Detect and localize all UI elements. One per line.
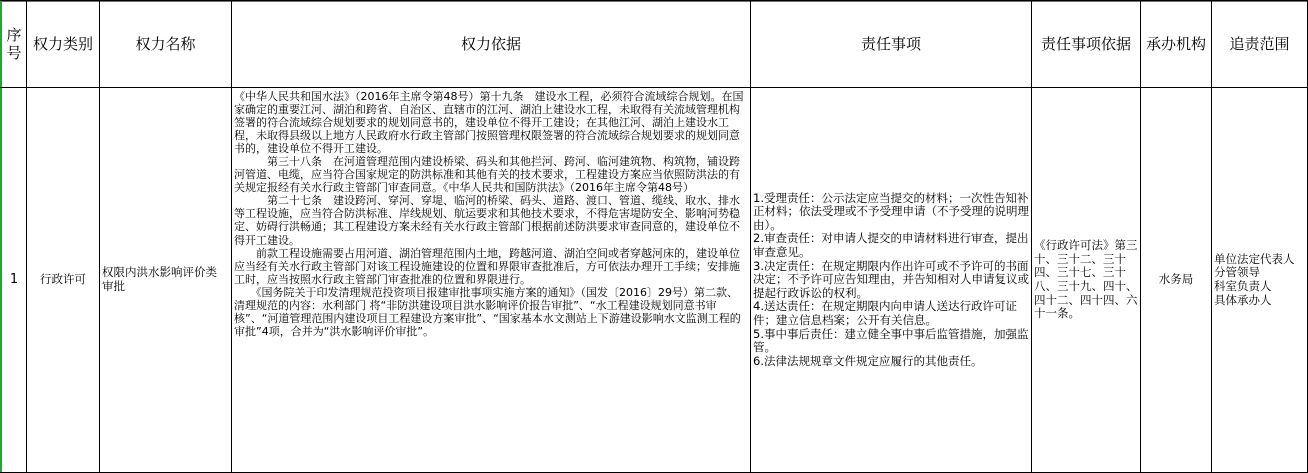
row-accountability bbox=[1214, 88, 1306, 472]
row-category: 行政许可 bbox=[40, 272, 86, 287]
duty-item: 1.受理责任：公示法定应当提交的材料；一次性告知补正材料；依法受理或不予受理申请（不予受理的说明理由）。 bbox=[753, 190, 1029, 232]
duty-list bbox=[753, 192, 1029, 369]
row-duty-basis bbox=[1034, 88, 1138, 472]
row-duty bbox=[753, 88, 1029, 472]
header-duty-basis: 责任事项依据 bbox=[1040, 35, 1131, 53]
duty-item: 6.法律法规规章文件规定应履行的其他责任。 bbox=[753, 353, 983, 368]
duty-item: 5.事中事后责任：建立健全事中事后监管措施，加强监管。 bbox=[753, 326, 1029, 355]
accountability-text: 单位法定代表人 分管领导 科室负责人 具体承办人 bbox=[1214, 251, 1295, 307]
row-seq: 1 bbox=[9, 272, 19, 288]
basis-paragraph: 《国务院关于印发清理规范投资项目报建审批事项实施方案的通知》（国发〔2016〕29号）第二款、清理规范的内容：水利部门 将“非防洪建设项目洪水影响评价报告审批”、“水工程建设规划同意书审核”、“河道管理范围内建设项目工程建设方案审批”、“国家基本水文测站上下游建设影响水文监测工程的审批”4项，合并为“洪水影响评价审批”。 bbox=[234, 285, 741, 338]
row-name-text: 权限内洪水影响评价类审批 bbox=[102, 265, 217, 293]
basis-paragraph: 《中华人民共和国水法》（2016年主席令第48号）第十九条 建设水工程，必须符合流域综合规划。在国家确定的重要江河、湖泊和跨省、自治区、直辖市的江河、湖泊上建设水工程，未取得有关流域管理机构签署的符合流域综合规划要求的规划同意书的，建设单位不得开工建设；在其他江河、湖泊上建设水工程，未取得县级以上地方人民政府水行政主管部门按照管理权限签署的符合流域综合规划要求的规划同意书的，建设单位不得开工建设。 bbox=[234, 90, 744, 156]
row-org: 水务局 bbox=[1158, 272, 1194, 287]
header-category: 权力类别 bbox=[32, 35, 93, 53]
duty-item: 4.送达责任：在规定期限内向申请人送达行政许可证件；建立信息档案；公开有关信息。 bbox=[753, 299, 1017, 327]
header-seq: 序 号 bbox=[6, 26, 22, 62]
duty-item: 3.决定责任：在规定期限内作出许可或不予许可的书面决定；不予许可应告知理由，并告知相对人申请复议或提起行政诉讼的权利。 bbox=[753, 258, 1029, 300]
duty-item: 2.审查责任：对申请人提交的申请材料进行审查，提出审查意见。 bbox=[753, 231, 1029, 260]
header-name: 权力名称 bbox=[135, 35, 196, 53]
duty-basis-text: 《行政许可法》第三十、三十二、三十四、三十七、三十八、三十九、四十、四十二、四十四、六十一条。 bbox=[1034, 238, 1138, 321]
header-basis: 权力依据 bbox=[460, 35, 521, 53]
header-duty: 责任事项 bbox=[860, 35, 921, 53]
header-accountability: 追责范围 bbox=[1229, 35, 1290, 53]
row-basis bbox=[234, 90, 748, 470]
row-name bbox=[102, 88, 228, 472]
basis-paragraph: 第二十七条 建设跨河、穿河、穿堤、临河的桥梁、码头、道路、渡口、管道、缆线、取水、排水等工程设施，应当符合防洪标准、岸线规划、航运要求和其他技术要求，不得危害堤防安全、影响河势稳定、妨碍行洪畅通；其工程建设方案未经有关水行政主管部门根据前述防洪要求审查同意的，建设单位不得开工建设。 bbox=[234, 194, 740, 247]
basis-paragraph: 前款工程设施需要占用河道、湖泊管理范围内土地，跨越河道、湖泊空间或者穿越河床的，建设单位应当经有关水行政主管部门对该工程设施建设的位置和界限审查批准后，方可依法办理开工手续；安排施工时，应当按照水行政主管部门审查批准的位置和界限进行。 bbox=[234, 246, 740, 286]
header-org: 承办机构 bbox=[1145, 35, 1206, 53]
basis-paragraph: 第三十八条 在河道管理范围内建设桥梁、码头和其他拦河、跨河、临河建筑物、构筑物，铺设跨河管道、电缆，应当符合国家规定的防洪标准和其他有关的技术要求，工程建设方案应当依照防洪法的有关规定报经有关水行政主管部门审查同意。《中华人民共和国防洪法》（2016年主席令第48号） bbox=[234, 155, 740, 195]
